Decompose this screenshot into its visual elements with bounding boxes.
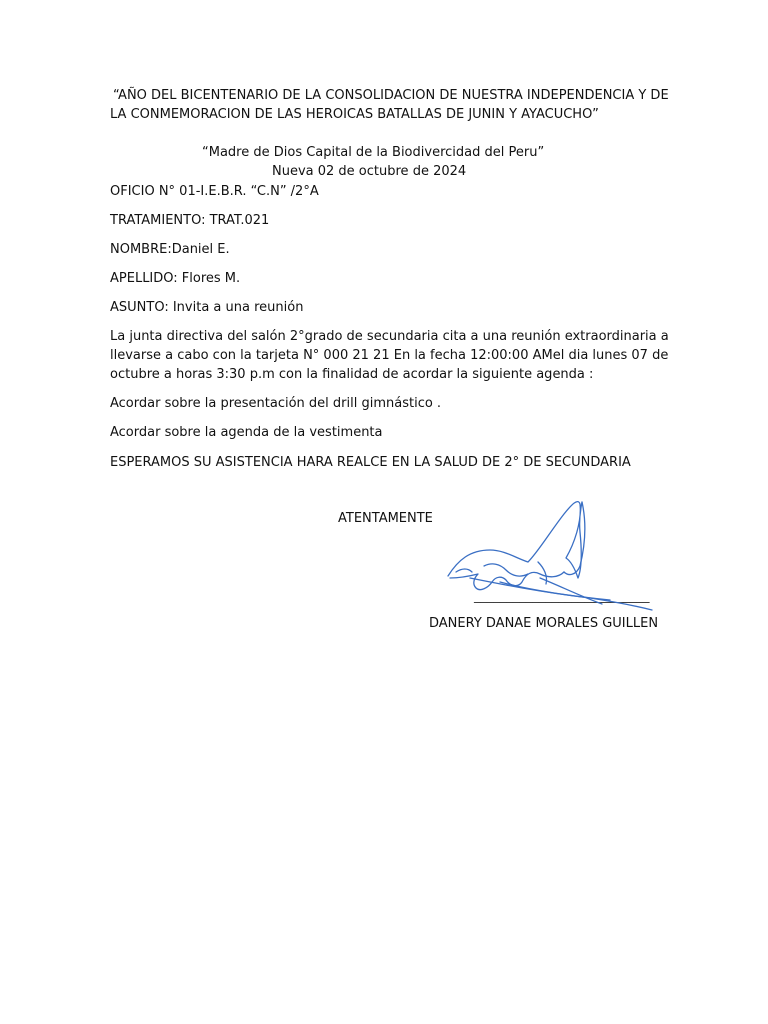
- motto: “Madre de Dios Capital de la Biodivercidad del Peru”: [202, 145, 545, 160]
- apellido: APELLIDO: Flores M.: [110, 271, 241, 286]
- agenda-item-1: Acordar sobre la presentación del drill gimnástico .: [110, 396, 442, 411]
- place-date: Nueva 02 de octubre de 2024: [272, 164, 467, 179]
- body-line-1: La junta directiva del salón 2°grado de secundaria cita a una reunión extraordinaria a: [110, 329, 669, 344]
- agenda-item-2: Acordar sobre la agenda de la vestimenta: [110, 425, 383, 440]
- nombre: NOMBRE:Daniel E.: [110, 242, 230, 257]
- header-line-2: LA CONMEMORACION DE LAS HEROICAS BATALLAS DE JUNIN Y AYACUCHO”: [110, 107, 599, 122]
- signatory-name: DANERY DANAE MORALES GUILLEN: [429, 616, 659, 631]
- closing-note: ESPERAMOS SU ASISTENCIA HARA REALCE EN LA SALUD DE 2° DE SECUNDARIA: [110, 455, 631, 470]
- sign-off: ATENTAMENTE: [338, 511, 433, 526]
- asunto: ASUNTO: Invita a una reunión: [110, 300, 304, 315]
- body-line-2: llevarse a cabo con la tarjeta N° 000 21 21 En la fecha 12:00:00 AMel dia lunes 07 de: [110, 348, 669, 363]
- tratamiento: TRATAMIENTO: TRAT.021: [110, 213, 270, 228]
- oficio-number: OFICIO N° 01-I.E.B.R. “C.N” /2°A: [110, 184, 319, 199]
- body-line-3: octubre a horas 3:30 p.m con la finalidad de acordar la siguiente agenda :: [110, 367, 594, 382]
- signature-line: ___________________________: [474, 589, 650, 604]
- header-line-1: “AÑO DEL BICENTENARIO DE LA CONSOLIDACION DE NUESTRA INDEPENDENCIA Y DE: [113, 88, 669, 103]
- signature-drawing: [440, 492, 660, 622]
